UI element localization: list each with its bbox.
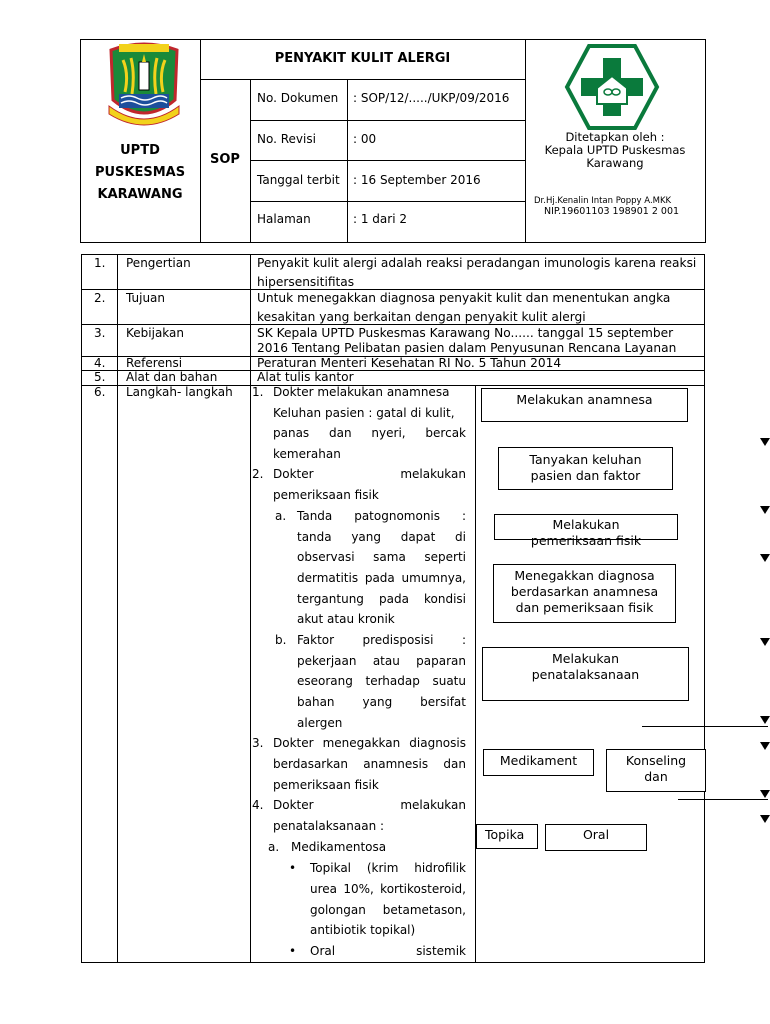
page-label: Halaman [257, 212, 311, 226]
step-text: panas dan nyeri, bercak [273, 426, 466, 440]
row-label: Kebijakan [126, 326, 184, 340]
flow-box-keluhan [498, 447, 673, 490]
row-number: 5. [94, 370, 106, 384]
org-line-3: KARAWANG [97, 187, 183, 202]
flow-box-text: Konseling [625, 753, 687, 768]
row-label: Tujuan [126, 291, 166, 305]
flow-box-medikament [483, 749, 594, 776]
step-text: pekerjaan atau paparan [297, 654, 466, 668]
flow-box-oral [545, 824, 647, 851]
row-number: 2. [94, 291, 106, 305]
step-text: Oral sistemik [310, 944, 466, 958]
step-text: tergantung pada kondisi [297, 592, 466, 606]
flow-box-topika [476, 824, 538, 849]
step-text: Tanda patognomonis : [297, 509, 466, 523]
arrow-down-icon [760, 438, 770, 446]
flow-box-text: Oral [582, 827, 610, 842]
row-text: kesakitan yang berkaitan dengan penyakit kulit alergi [257, 310, 586, 324]
arrow-down-icon [760, 554, 770, 562]
arrow-down-icon [760, 790, 770, 798]
arrow-down-icon [760, 638, 770, 646]
row-number: 1. [94, 256, 106, 270]
issue-date-label: Tanggal terbit [257, 173, 340, 187]
row-text: SK Kepala UPTD Puskesmas Karawang No...... tanggal 15 september [257, 326, 674, 340]
step-number: 3. [252, 736, 264, 750]
flow-box-text: Melakukan [552, 517, 620, 532]
step-text: pemeriksaan fisik [273, 488, 379, 502]
approval-line-3: Karawang [586, 156, 644, 170]
org-line-1: UPTD [120, 143, 160, 158]
connector-line [678, 799, 768, 800]
row-text: hipersensitifitas [257, 275, 355, 289]
signer-nip: NIP.19601103 198901 2 001 [544, 206, 680, 217]
step-text: Keluhan pasien : gatal di kulit, [273, 406, 455, 420]
row-label: Langkah- langkah [126, 385, 233, 399]
step-text: akut atau kronik [297, 612, 395, 626]
connector-line [642, 726, 768, 727]
arrow-down-icon [760, 815, 770, 823]
karawang-logo [105, 40, 183, 128]
flow-box-text: Tanyakan keluhan [529, 452, 642, 467]
step-number: b. [275, 633, 287, 647]
signer-name: Dr.Hj.Kenalin Intan Poppy A.MKK [534, 196, 672, 206]
revision-value: : 00 [353, 132, 377, 146]
flow-box-text: Menegakkan diagnosa [514, 568, 655, 583]
doc-number-value: : SOP/12/...../UKP/09/2016 [353, 91, 510, 105]
step-number: a. [268, 840, 280, 854]
flow-box-text: berdasarkan anamnesa [510, 584, 659, 599]
arrow-down-icon [760, 506, 770, 514]
step-text: golongan betametason, [310, 903, 466, 917]
puskesmas-logo [565, 44, 659, 130]
step-text: dermatitis pada umumnya, [297, 571, 466, 585]
flow-box-pemeriksaan [494, 514, 678, 548]
step-text: observasi sama seperti [297, 550, 466, 564]
step-text: antibiotik topikal) [310, 923, 416, 937]
step-text: tanda yang dapat di [297, 530, 466, 544]
step-text: alergen [297, 716, 343, 730]
step-text: urea 10%, kortikosteroid, [310, 882, 466, 896]
row-text: 2016 Tentang Pelibatan pasien dalam Penyusunan Rencana Layanan [257, 341, 677, 355]
step-number: 1. [252, 385, 264, 399]
step-text: pemeriksaan fisik [273, 778, 379, 792]
flow-box-text: penatalaksanaan [531, 667, 640, 682]
flow-box-text: Medikament [499, 753, 578, 768]
step-text: kemerahan [273, 447, 341, 461]
step-text: eseorang terhadap suatu [297, 674, 466, 688]
flow-box-text: dan [644, 769, 668, 784]
flow-box-text: pemeriksaan fisik [530, 533, 642, 548]
arrow-down-icon [760, 742, 770, 750]
issue-date-value: : 16 September 2016 [353, 173, 481, 187]
approval-line-2: Kepala UPTD Puskesmas [544, 143, 686, 157]
org-line-2: PUSKESMAS [94, 165, 186, 180]
step-text: Dokter menegakkan diagnosis [273, 736, 466, 750]
step-text: Dokter melakukan [273, 798, 466, 812]
document-title: PENYAKIT KULIT ALERGI [274, 51, 451, 66]
step-text: Faktor predisposisi : [297, 633, 466, 647]
bullet-icon: • [289, 944, 297, 958]
flow-box-konseling [606, 749, 706, 792]
step-text: bahan yang bersifat [297, 695, 466, 709]
revision-label: No. Revisi [257, 132, 316, 146]
row-label: Pengertian [126, 256, 191, 270]
row-label: Referensi [126, 356, 183, 370]
flow-box-text: pasien dan faktor [530, 468, 641, 483]
step-text: Medikamentosa [291, 840, 387, 854]
step-number: 4. [252, 798, 264, 812]
flow-box-text: Melakukan [552, 651, 619, 666]
row-text: Alat tulis kantor [257, 370, 354, 384]
row-text: Penyakit kulit alergi adalah reaksi peradangan imunologis karena reaksi [257, 256, 697, 270]
row-number: 6. [94, 385, 106, 399]
flow-box-diagnosa [493, 564, 676, 623]
doc-number-label: No. Dokumen [257, 91, 339, 105]
step-text: Dokter melakukan anamnesa [273, 385, 450, 399]
approval-line-1: Ditetapkan oleh : [565, 130, 665, 144]
step-text: berdasarkan anamnesis dan [273, 757, 466, 771]
row-text: Untuk menegakkan diagnosa penyakit kulit dan menentukan angka [257, 291, 671, 305]
sop-label: SOP [210, 152, 240, 167]
flow-box-anamnesa [481, 388, 688, 422]
arrow-down-icon [760, 716, 770, 724]
step-text: Dokter melakukan [273, 467, 466, 481]
row-number: 4. [94, 356, 106, 370]
row-label: Alat dan bahan [126, 370, 218, 384]
step-text: Topikal (krim hidrofilik [310, 861, 466, 875]
flow-box-text: dan pemeriksaan fisik [515, 600, 654, 615]
step-number: a. [275, 509, 287, 523]
row-number: 3. [94, 326, 106, 340]
page-value: : 1 dari 2 [353, 212, 407, 226]
step-text: penatalaksanaan : [273, 819, 385, 833]
flow-box-penatalaksanaan [482, 647, 689, 701]
flow-box-text: Topika [485, 827, 525, 842]
bullet-icon: • [289, 861, 297, 875]
row-text: Peraturan Menteri Kesehatan RI No. 5 Tahun 2014 [257, 356, 562, 370]
step-number: 2. [252, 467, 264, 481]
flow-box-text: Melakukan anamnesa [516, 392, 653, 407]
